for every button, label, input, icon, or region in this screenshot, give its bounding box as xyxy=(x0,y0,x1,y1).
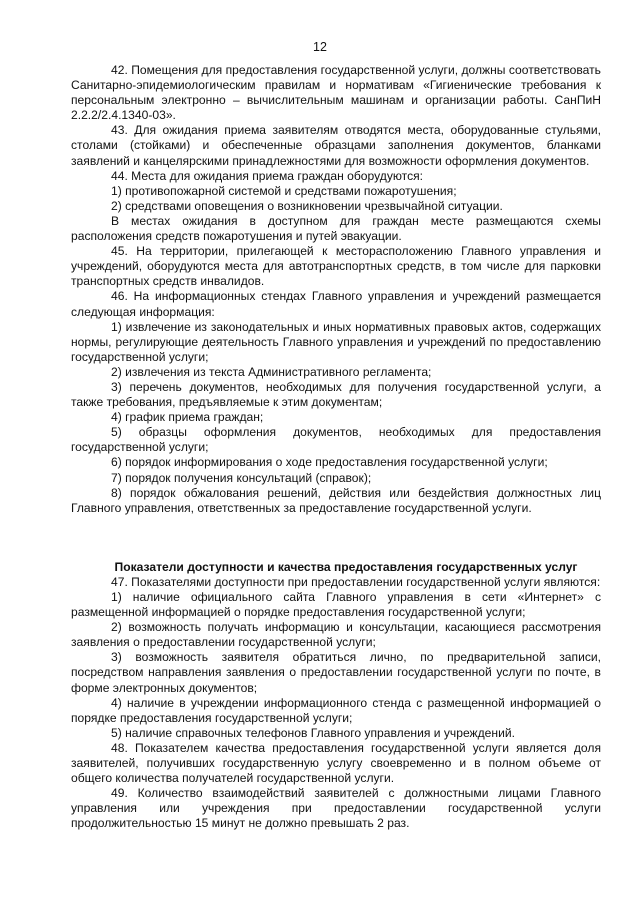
list-item: 3) возможность заявителя обратиться лично, по предварительной записи, посредством направления заявления о предоставлении государственной услуги по почте, в форме электронных документов; xyxy=(71,650,601,695)
list-item: 2) возможность получать информацию и консультации, касающиеся рассмотрения заявления о предоставлении государственной услуги; xyxy=(71,620,601,650)
list-item: 5) образцы оформления документов, необходимых для предоставления государственной услуги; xyxy=(71,425,601,455)
paragraph-44: 44. Места для ожидания приема граждан оборудуются: xyxy=(111,168,424,183)
list-item: 2) извлечения из текста Административного регламента; xyxy=(111,364,432,379)
list-item: 8) порядок обжалования решений, действия или бездействия должностных лиц Главного управления, ответственных за предоставление государственной услуги. xyxy=(71,485,601,515)
list-item: 7) порядок получения консультаций (справок); xyxy=(111,470,372,485)
paragraph-evacuation: В местах ожидания в доступном для граждан месте размещаются схемы расположения средств пожаротушения и путей эвакуации. xyxy=(71,213,601,244)
paragraph-48: 48. Показателем качества предоставления государственной услуги является доля заявителей, получивших государственную услугу своевременно и в полном объеме от общего количества получателей государственной услуги. xyxy=(71,740,601,786)
list-item: 1) наличие официального сайта Главного управления в сети «Интернет» с размещенной информацией о порядке предоставления государственной услуги; xyxy=(71,590,601,620)
paragraph-46: 46. На информационных стендах Главного управления и учреждений размещается следующая информация: xyxy=(71,289,601,319)
list-item: 1) противопожарной системой и средствами пожаротушения; xyxy=(111,183,457,198)
section-gap xyxy=(71,516,601,560)
list-item: 4) наличие в учреждении информационного стенда с размещенной информацией о порядке предоставления государственной услуги; xyxy=(71,695,601,725)
section-heading: Показатели доступности и качества предоставления государственных услуг xyxy=(114,559,578,574)
list-item: 3) перечень документов, необходимых для получения государственной услуги, а также требования, предъявляемые к этим документам; xyxy=(71,379,601,410)
document-body xyxy=(71,63,601,832)
list-item: 1) извлечение из законодательных и иных нормативных правовых актов, содержащих нормы, регулирующие деятельность Главного управления и учреждений по предоставлению государственной услуги; xyxy=(71,319,601,364)
list-item: 5) наличие справочных телефонов Главного управления и учреждений. xyxy=(111,725,515,740)
list-item: 4) график приема граждан; xyxy=(111,410,264,425)
paragraph-43: 43. Для ожидания приема заявителям отводятся места, оборудованные стульями, столами (стойками) и обеспеченные образцами заполнения документов, бланками заявлений и канцелярскими принадлежностями для возможности оформления документов. xyxy=(71,123,601,168)
paragraph-42: 42. Помещения для предоставления государственной услуги, должны соответствовать Санитарно-эпидемиологическим правилам и нормативам «Гигиенические требования к персональным электронно – вычислительным машинам и организации работы. СанПиН 2.2.2/2.4.1340-03». xyxy=(71,63,601,123)
list-item: 6) порядок информирования о ходе предоставления государственной услуги; xyxy=(111,455,548,470)
page-number: 12 xyxy=(313,40,327,54)
paragraph-45: 45. На территории, прилегающей к месторасположению Главного управления и учреждений, оборудуются места для автотранспортных средств, в том числе для парковки транспортных средств инвалидов. xyxy=(71,244,601,289)
paragraph-47: 47. Показателями доступности при предоставлении государственной услуги являются: xyxy=(111,574,601,589)
paragraph-49: 49. Количество взаимодействий заявителей с должностными лицами Главного управления или учреждения при предоставлении государственной услуги продолжительностью 15 минут не должно превышать 2 раз. xyxy=(71,786,601,831)
list-item: 2) средствами оповещения о возникновении чрезвычайной ситуации. xyxy=(111,198,503,213)
